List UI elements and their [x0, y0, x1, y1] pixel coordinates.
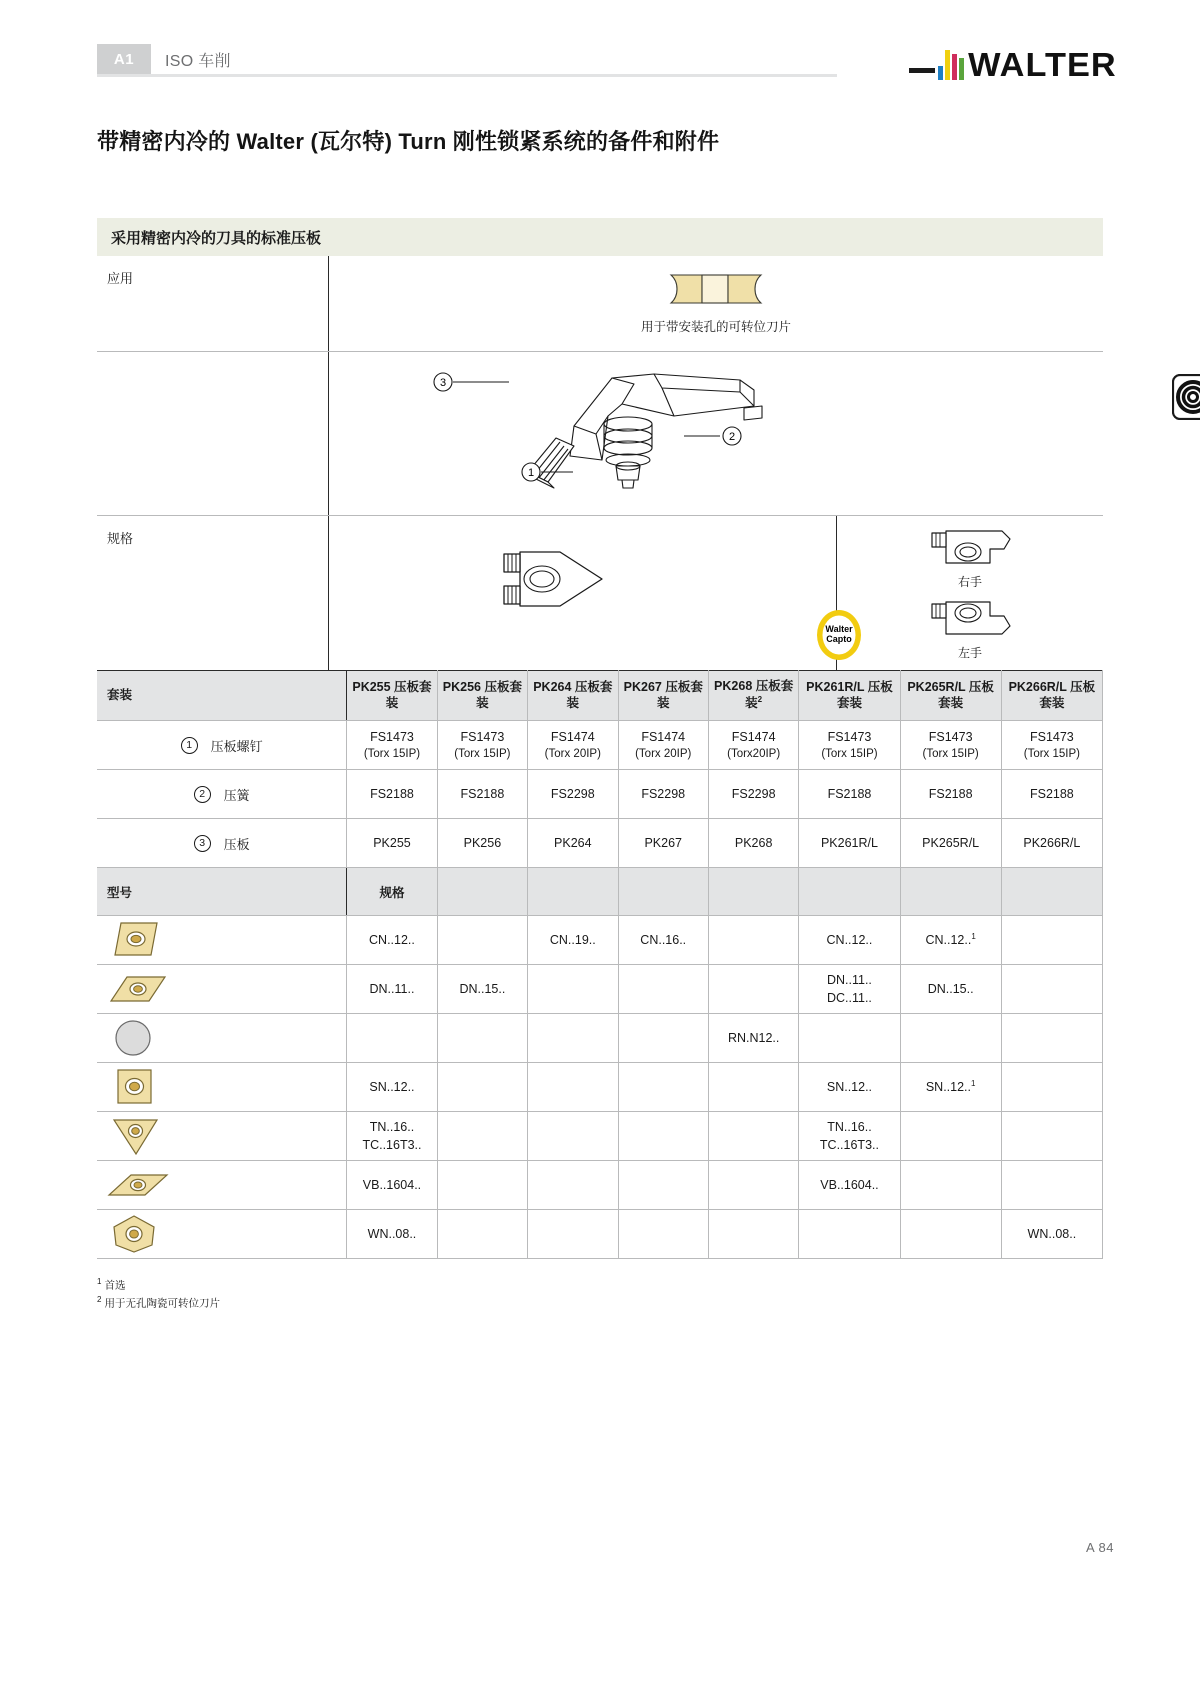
insert-designation-cell [708, 916, 798, 965]
insert-row [97, 1210, 1103, 1259]
footnotes [97, 1276, 220, 1313]
page-number: A 84 [1085, 1540, 1114, 1555]
part-cell: FS2298 [528, 770, 618, 819]
round-insert-icon [97, 1014, 347, 1063]
insert-designation-cell [528, 1210, 618, 1259]
clamp-top-view-icon [494, 544, 614, 614]
part-cell: FS2298 [618, 770, 708, 819]
specification-row [97, 516, 1103, 670]
insert-designation-cell [528, 1112, 618, 1161]
insert-designation-cell [528, 1063, 618, 1112]
specification-label: 规格 [97, 516, 329, 670]
insert-row [97, 1161, 1103, 1210]
part-cell: PK264 [528, 819, 618, 868]
insert-designation-cell [1001, 965, 1102, 1014]
insert-designation-cell: WN..08.. [1001, 1210, 1102, 1259]
insert-designation-cell: TN..16.. TC..16T3.. [799, 1112, 900, 1161]
part-cell: FS2188 [347, 770, 437, 819]
callout-3 [433, 372, 513, 397]
logo-wordmark: WALTER [968, 46, 1117, 83]
insert-designation-cell [1001, 1063, 1102, 1112]
insert-designation-cell [618, 1210, 708, 1259]
svg-text:3: 3 [439, 377, 447, 389]
logo-bars-icon [938, 46, 966, 80]
parts-grid [97, 670, 1103, 1259]
insert-designation-cell: WN..08.. [347, 1210, 437, 1259]
insert-designation-cell [437, 1014, 527, 1063]
insert-designation-cell [799, 1210, 900, 1259]
part-label [97, 770, 347, 819]
part-cell: FS1474 (Torx20IP) [708, 721, 798, 770]
insert-designation-cell [1001, 1014, 1102, 1063]
capto-badge-line1: Walter [825, 624, 853, 634]
insert-designation-cell: DN..11.. [347, 965, 437, 1014]
clamp-right-hand-icon [924, 525, 1016, 569]
insert-designation-cell: RN.N12.. [708, 1014, 798, 1063]
insert-designation-cell: VB..1604.. [799, 1161, 900, 1210]
part-cell: PK265R/L [900, 819, 1001, 868]
insert-designation-cell [618, 1161, 708, 1210]
precision-cooling-icon [1172, 374, 1200, 425]
section-tag: A1 [97, 44, 151, 74]
insert-designation-cell: DN..15.. [900, 965, 1001, 1014]
grid-header-row [97, 671, 1103, 721]
insert-row [97, 916, 1103, 965]
rhombic-35-insert-icon [97, 1161, 347, 1210]
part-cell: FS2188 [1001, 770, 1102, 819]
insert-designation-cell [618, 965, 708, 1014]
part-cell: PK256 [437, 819, 527, 868]
part-cell: FS1473 (Torx 15IP) [799, 721, 900, 770]
insert-designation-cell [1001, 1112, 1102, 1161]
part-name: 压簧 [223, 787, 250, 803]
specification-standard-clamp [329, 516, 853, 670]
part-cell: FS1473 (Torx 15IP) [1001, 721, 1102, 770]
indexable-insert-icon [668, 272, 764, 306]
header-divider [97, 74, 837, 77]
part-cell: FS2298 [708, 770, 798, 819]
column-header-pk266rl: PK266R/L 压板套装 [1001, 671, 1102, 721]
part-cell: FS1474 (Torx 20IP) [618, 721, 708, 770]
logo-dash-icon [909, 68, 935, 73]
insert-designation-cell: CN..12.. [799, 916, 900, 965]
insert-designation-cell [618, 1112, 708, 1161]
insert-designation-cell: VB..1604.. [347, 1161, 437, 1210]
insert-designation-cell: TN..16.. TC..16T3.. [347, 1112, 437, 1161]
capto-badge-line2: Capto [826, 634, 852, 644]
insert-designation-cell [708, 965, 798, 1014]
insert-designation-cell: DN..11.. DC..11.. [799, 965, 900, 1014]
insert-designation-cell [900, 1112, 1001, 1161]
rhombic-80-insert-icon [97, 916, 347, 965]
insert-designation-cell [618, 1063, 708, 1112]
part-name: 压板 [223, 836, 250, 852]
application-caption: 用于带安装孔的可转位刀片 [640, 320, 791, 334]
part-number-badge: 2 [194, 786, 211, 803]
part-cell: FS2188 [900, 770, 1001, 819]
column-header-pk267: PK267 压板套装 [618, 671, 708, 721]
part-cell: FS2188 [437, 770, 527, 819]
insert-designation-cell [900, 1161, 1001, 1210]
application-label: 应用 [97, 256, 329, 351]
insert-row [97, 1014, 1103, 1063]
part-cell: FS1473 (Torx 15IP) [900, 721, 1001, 770]
insert-designation-cell: CN..16.. [618, 916, 708, 965]
column-header-pk264: PK264 压板套装 [528, 671, 618, 721]
column-header-pk268: PK268 压板套装$^2$ [708, 671, 798, 721]
callout-1 [521, 462, 581, 487]
insert-designation-cell [528, 965, 618, 1014]
part-cell: FS1474 (Torx 20IP) [528, 721, 618, 770]
insert-designation-cell [437, 1210, 527, 1259]
part-cell: PK267 [618, 819, 708, 868]
insert-row [97, 965, 1103, 1014]
page-header [0, 44, 1200, 83]
application-row [97, 256, 1103, 352]
spare-parts-table [97, 218, 1103, 1259]
insert-designation-cell [528, 1161, 618, 1210]
part-label [97, 819, 347, 868]
rhombic-55-insert-icon [97, 965, 347, 1014]
column-header-pk255: PK255 压板套装 [347, 671, 437, 721]
part-cell: FS1473 (Torx 15IP) [347, 721, 437, 770]
part-cell: FS1473 (Torx 15IP) [437, 721, 527, 770]
part-name: 压板螺钉 [210, 738, 263, 754]
insert-designation-cell [708, 1210, 798, 1259]
insert-designation-cell [708, 1161, 798, 1210]
insert-row [97, 1112, 1103, 1161]
insert-designation-cell: SN..12..$^1$ [900, 1063, 1001, 1112]
type-label: 型号 [97, 868, 347, 916]
insert-designation-cell [799, 1014, 900, 1063]
insert-designation-cell: CN..12.. [347, 916, 437, 965]
insert-designation-cell: CN..19.. [528, 916, 618, 965]
walter-logo [909, 40, 1117, 83]
section-title: ISO 车削 [165, 52, 231, 70]
left-hand-label: 左手 [957, 646, 982, 660]
part-row-1 [97, 721, 1103, 770]
insert-designation-cell: SN..12.. [799, 1063, 900, 1112]
specification-rl-clamps [837, 516, 1103, 670]
insert-designation-cell [708, 1063, 798, 1112]
insert-designation-cell [900, 1210, 1001, 1259]
insert-designation-cell: CN..12..$^1$ [900, 916, 1001, 965]
part-label [97, 721, 347, 770]
column-header-pk265rl: PK265R/L 压板套装 [900, 671, 1001, 721]
part-row-3 [97, 819, 1103, 868]
insert-designation-cell: SN..12.. [347, 1063, 437, 1112]
part-cell: PK268 [708, 819, 798, 868]
part-cell: PK261R/L [799, 819, 900, 868]
part-row-2 [97, 770, 1103, 819]
part-number-badge: 1 [181, 737, 198, 754]
insert-designation-cell [437, 1063, 527, 1112]
insert-row [97, 1063, 1103, 1112]
footnote-1: $^1$ 首选 [97, 1277, 126, 1292]
insert-designation-cell: DN..15.. [437, 965, 527, 1014]
insert-designation-cell [347, 1014, 437, 1063]
svg-text:2: 2 [728, 431, 736, 443]
svg-text:1: 1 [527, 467, 535, 479]
insert-designation-cell [618, 1014, 708, 1063]
insert-designation-cell [1001, 916, 1102, 965]
insert-designation-cell [708, 1112, 798, 1161]
insert-designation-cell [1001, 1161, 1102, 1210]
assembly-drawing-row [97, 352, 1103, 516]
footnote-2: $^2$ 用于无孔陶瓷可转位刀片 [97, 1295, 220, 1310]
table-band-title: 采用精密内冷的刀具的标准压板 [97, 218, 1103, 256]
column-header-pk256: PK256 压板套装 [437, 671, 527, 721]
part-cell: PK266R/L [1001, 819, 1102, 868]
callout-2 [684, 426, 744, 451]
trigon-insert-icon [97, 1210, 347, 1259]
triangular-insert-icon [97, 1112, 347, 1161]
column-header-pk261rl: PK261R/L 压板套装 [799, 671, 900, 721]
insert-designation-cell [437, 1161, 527, 1210]
page-title: 带精密内冷的 Walter (瓦尔特) Turn 刚性锁紧系统的备件和附件 [97, 129, 720, 154]
part-number-badge: 3 [194, 835, 211, 852]
type-subheader-row [97, 868, 1103, 916]
insert-designation-cell [437, 1112, 527, 1161]
square-insert-icon [97, 1063, 347, 1112]
part-cell: PK255 [347, 819, 437, 868]
insert-designation-cell [437, 916, 527, 965]
right-hand-label: 右手 [957, 575, 982, 589]
insert-designation-cell [900, 1014, 1001, 1063]
spec-label: 规格 [347, 868, 437, 916]
insert-designation-cell [528, 1014, 618, 1063]
grid-body [97, 721, 1103, 1259]
part-cell: FS2188 [799, 770, 900, 819]
clamp-left-hand-icon [924, 596, 1016, 640]
set-label: 套装 [97, 671, 347, 721]
